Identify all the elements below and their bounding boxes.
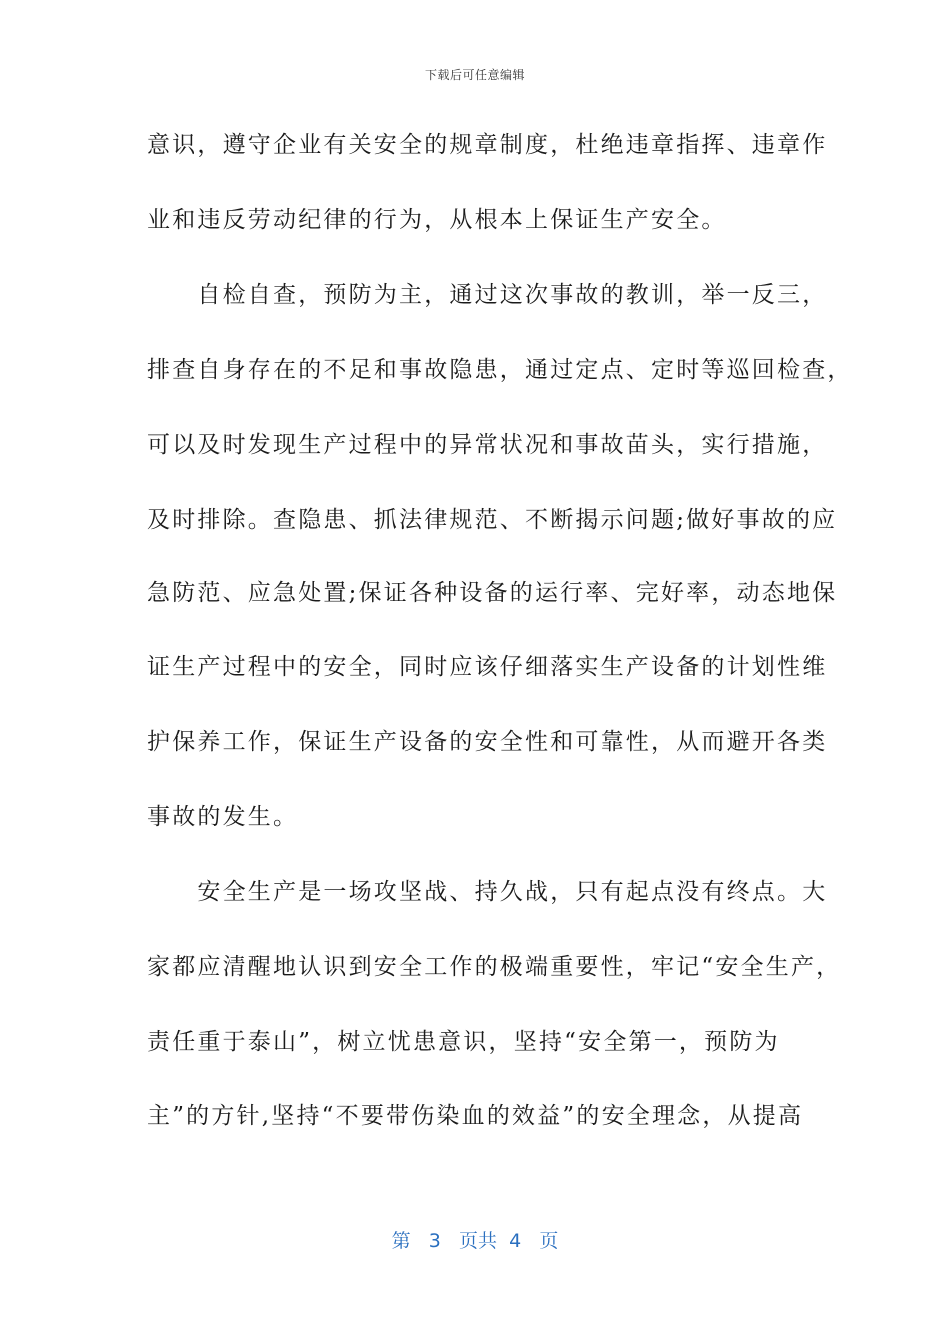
body-line: 安全生产是一场攻坚战、持久战，只有起点没有终点。大	[147, 879, 828, 905]
current-page-number: 3	[428, 1230, 441, 1252]
body-line: 意识，遵守企业有关安全的规章制度，杜绝违章指挥、违章作	[147, 132, 828, 158]
header-note: 下载后可任意编辑	[424, 68, 525, 82]
body-line: 责任重于泰山”，树立忧患意识，坚持“安全第一，预防为	[147, 1029, 780, 1055]
body-line: 及时排除。查隐患、抓法律规范、不断揭示问题;做好事故的应	[147, 507, 838, 533]
footer-suffix: 页	[539, 1230, 559, 1252]
body-line: 证生产过程中的安全，同时应该仔细落实生产设备的计划性维	[147, 654, 828, 680]
body-line: 家都应清醒地认识到安全工作的极端重要性，牢记“安全生产，	[147, 954, 842, 980]
total-pages-number: 4	[509, 1230, 522, 1252]
footer-prefix: 第	[391, 1230, 411, 1252]
body-line: 排查自身存在的不足和事故隐患，通过定点、定时等巡回检查，	[147, 357, 853, 383]
body-line: 事故的发生。	[147, 804, 299, 830]
body-line: 业和违反劳动纪律的行为，从根本上保证生产安全。	[147, 207, 727, 233]
body-line: 可以及时发现生产过程中的异常状况和事故苗头，实行措施，	[147, 432, 828, 458]
body-line: 急防范、应急处置;保证各种设备的运行率、完好率，动态地保	[147, 580, 838, 606]
body-line: 主”的方针,坚持“不要带伤染血的效益”的安全理念，从提高	[147, 1103, 804, 1129]
page-footer	[0, 1226, 950, 1253]
body-line: 护保养工作，保证生产设备的安全性和可靠性，从而避开各类	[147, 729, 828, 755]
body-line: 自检自查，预防为主，通过这次事故的教训，举一反三，	[147, 282, 828, 308]
footer-middle: 页共	[459, 1230, 498, 1252]
